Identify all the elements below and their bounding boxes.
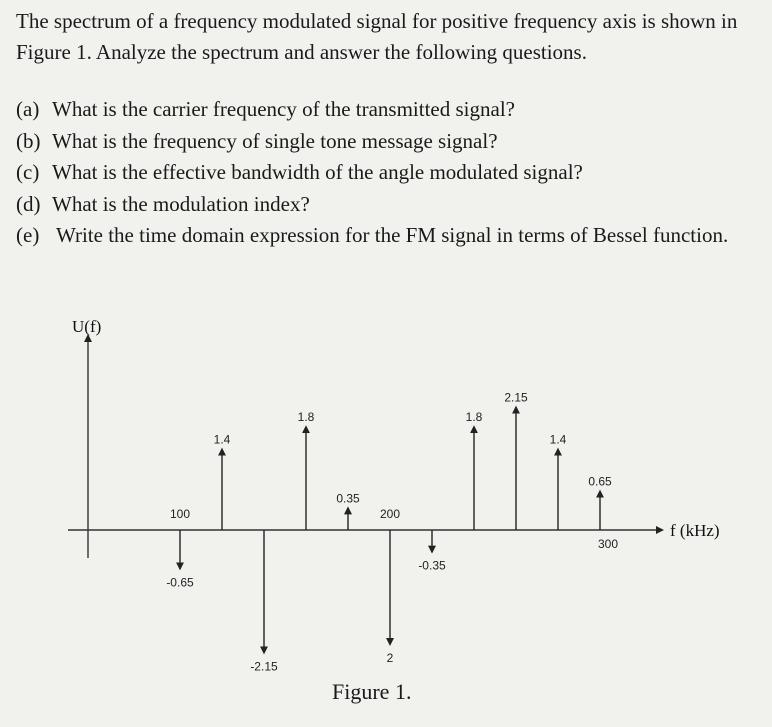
spectral-line-value: -0.65 [166, 575, 194, 590]
question-label: (d) [16, 191, 41, 216]
question-d [16, 189, 761, 221]
question-text: What is the modulation index? [52, 191, 310, 216]
question-label: (a) [16, 97, 40, 121]
spectral-line-value: 2.15 [504, 390, 528, 405]
spectral-line-value: -0.35 [418, 558, 446, 573]
spectral-line-value: 1.8 [465, 410, 483, 425]
x-tick-label: 100 [169, 507, 191, 521]
question-c [16, 157, 761, 189]
spectral-line-value: 1.4 [549, 432, 567, 447]
question-label: (e) [16, 223, 40, 247]
x-tick-label: 300 [597, 537, 619, 551]
spectrum-figure [0, 300, 772, 680]
question-e [16, 220, 761, 252]
spectral-line-value: 1.8 [297, 410, 315, 425]
x-tick-label: 200 [379, 507, 401, 521]
question-label: (b) [16, 128, 41, 153]
spectral-line-value: -2.15 [250, 659, 278, 674]
y-axis-label: U(f) [72, 317, 102, 336]
question-a [16, 94, 761, 126]
spectral-line-value: 0.65 [588, 474, 612, 489]
question-text: What is the carrier frequency of the transmitted signal? [52, 97, 515, 121]
spectral-line-value: 0.35 [336, 491, 360, 506]
question-text: Write the time domain expression for the FM signal in terms of Bessel function. [56, 223, 729, 247]
question-label: (c) [16, 160, 40, 184]
spectral-line-value: 2 [386, 651, 394, 665]
x-axis-label: f (kHz) [670, 521, 720, 540]
spectral-line-value: 1.4 [213, 432, 231, 447]
figure-caption: Figure 1. [332, 679, 412, 704]
question-b [16, 126, 761, 158]
question-text: What is the frequency of single tone message signal? [52, 128, 498, 153]
problem-intro: The spectrum of a frequency modulated signal for positive frequency axis is shown in Figure 1. Analyze the spectrum and answer the following questions. [16, 9, 738, 64]
question-text: What is the effective bandwidth of the angle modulated signal? [52, 160, 583, 184]
question-list [16, 94, 761, 252]
